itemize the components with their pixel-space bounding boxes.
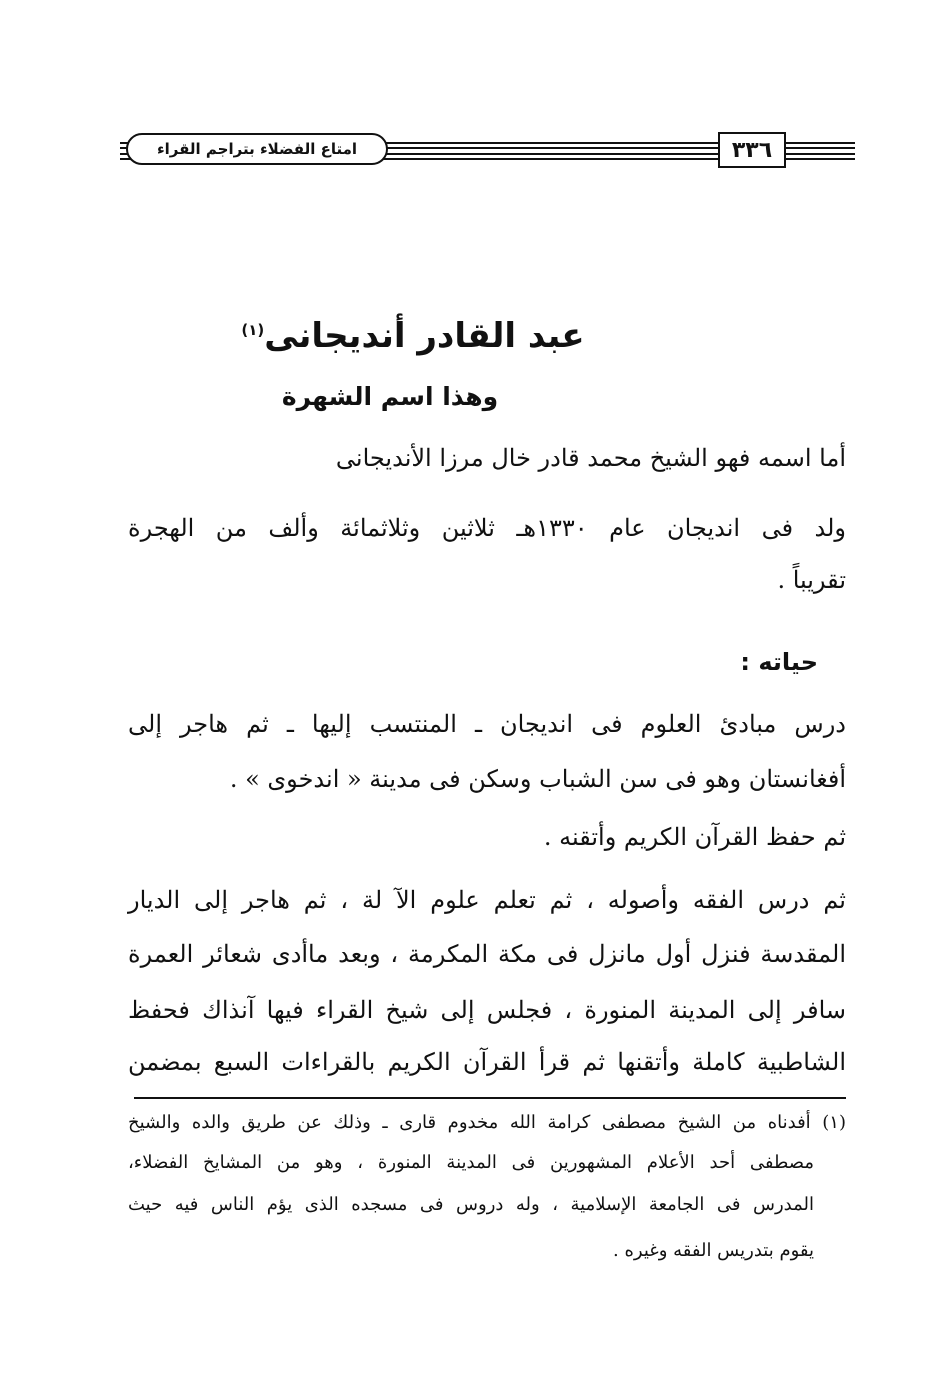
section-heading: حياته : [740,648,818,676]
body-line: ثم درس الفقه وأصوله ، ثم تعلم علوم الآ لة ، ثم هاجر إلى الديار [128,886,846,914]
footnote-line: مصطفى أحد الأعلام المشهورين فى المدينة المنورة ، وهو من المشايخ الفضلاء، [128,1152,814,1173]
body-line: تقريباً . [777,566,846,594]
body-line: الشاطبية كاملة وأتقنها ثم قرأ القرآن الكريم بالقراءات السبع بمضمن [128,1048,846,1076]
body-line: المقدسة فنزل أول مانزل فى مكة المكرمة ، وبعد ماأدى شعائر العمرة [128,940,846,968]
body-line: سافر إلى المدينة المنورة ، فجلس إلى شيخ القراء فيها آنذاك فحفظ [128,996,846,1024]
running-title: امتاع الفضلاء بتراجم القراء [126,133,388,165]
entry-name: عبد القادر أنديجانى [264,316,585,356]
page-number: ٣٣٦ [718,132,786,168]
body-line: أما اسمه فهو الشيخ محمد قادر خال مرزا الأنديجانى [335,444,846,472]
entry-title [60,316,760,356]
footnote-line: (١) أفدناه من الشيخ مصطفى كرامة الله مخدوم قارى ـ وذلك عن طريق والده والشيخ [128,1112,846,1133]
body-line: أفغانستان وهو فى سن الشباب وسكن فى مدينة « اندخوى » . [229,765,846,793]
body-line: ولد فى انديجان عام ١٣٣٠هـ ثلاثين وثلاثمائة وألف من الهجرة [128,514,846,542]
footnote-reference: (١) [241,320,265,339]
footnote-line: يقوم بتدريس الفقه وغيره . [613,1240,814,1261]
entry-subtitle: وهذا اسم الشهرة [281,382,499,411]
running-header [120,128,855,174]
footnote-line: المدرس فى الجامعة الإسلامية ، وله دروس فى مسجده الذى يؤم الناس فيه حيث [128,1194,814,1215]
footnote-separator [134,1097,846,1099]
body-line: ثم حفظ القرآن الكريم وأتقنه . [543,823,846,851]
body-line: درس مبادئ العلوم فى انديجان ـ المنتسب إليها ـ ثم هاجر إلى [128,710,846,738]
